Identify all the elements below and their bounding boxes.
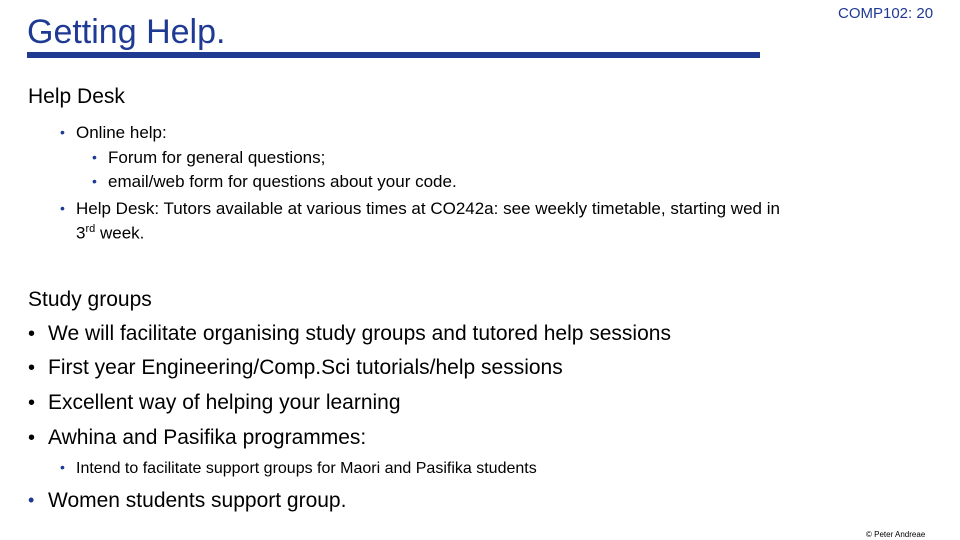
study-subitem-support: • Intend to facilitate support groups for Maori and Pasifika students — [60, 459, 537, 477]
bullet-icon: • — [60, 459, 65, 475]
online-help-item: • Online help: — [60, 123, 167, 142]
study-item-facilitate: • We will facilitate organising study groups and tutored help sessions — [28, 322, 671, 345]
help-desk-heading: Help Desk — [28, 85, 125, 108]
title-underline — [27, 52, 760, 58]
bullet-icon: • — [28, 357, 36, 379]
course-code: COMP102: 20 — [838, 5, 934, 22]
bullet-icon: • — [60, 124, 65, 140]
bullet-icon: • — [28, 490, 35, 510]
email-item: • email/web form for questions about your code. — [92, 172, 457, 191]
bullet-icon: • — [28, 392, 36, 414]
bullet-icon: • — [28, 427, 36, 449]
tutors-item-continued: 3rd week. — [76, 223, 145, 243]
slide-title: Getting Help. — [27, 13, 226, 51]
study-item-tutorials: • First year Engineering/Comp.Sci tutorials/help sessions — [28, 356, 563, 379]
study-item-women: • Women students support group. — [28, 489, 347, 512]
study-groups-heading: Study groups — [28, 288, 152, 311]
bullet-icon: • — [92, 173, 97, 189]
bullet-icon: • — [60, 200, 65, 216]
study-item-learning: • Excellent way of helping your learning — [28, 391, 401, 414]
copyright-notice: © Peter Andreae — [866, 530, 926, 539]
bullet-icon: • — [92, 149, 97, 165]
tutors-item: • Help Desk: Tutors available at various times at CO242a: see weekly timetable, starting wed in — [60, 199, 780, 218]
bullet-icon: • — [28, 323, 36, 345]
study-item-programmes: • Awhina and Pasifika programmes: — [28, 426, 367, 449]
forum-item: • Forum for general questions; — [92, 148, 326, 167]
